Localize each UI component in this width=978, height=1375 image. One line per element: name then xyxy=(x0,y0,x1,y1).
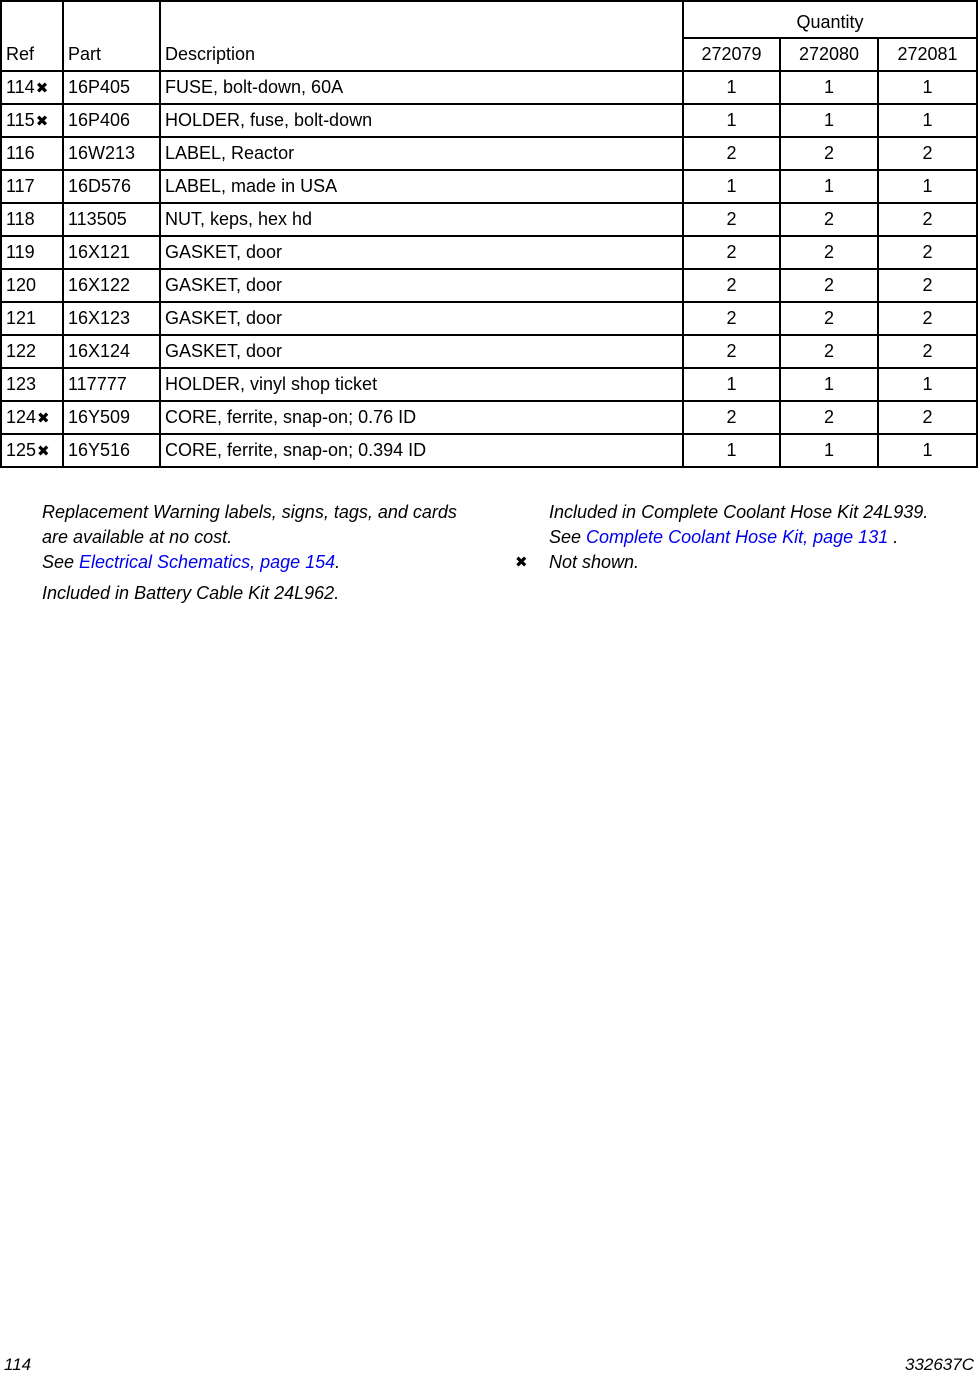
description-cell: HOLDER, fuse, bolt-down xyxy=(160,104,683,137)
page-number: 114 xyxy=(4,1355,32,1374)
ref-number: 120 xyxy=(6,275,37,295)
qty-272080-cell: 1 xyxy=(780,434,878,467)
ref-number: 125 xyxy=(6,440,37,460)
header-model-272081: 272081 xyxy=(878,38,977,71)
description-cell: FUSE, bolt-down, 60A xyxy=(160,71,683,104)
ref-number: 122 xyxy=(6,341,37,361)
ref-cell xyxy=(1,269,63,302)
qty-272079-cell: 1 xyxy=(683,434,780,467)
qty-272081-cell: 2 xyxy=(878,335,977,368)
qty-272079-cell: 1 xyxy=(683,71,780,104)
table-row xyxy=(1,302,977,335)
warning-labels-note: Replacement Warning labels, signs, tags, and cards are available at no cost. xyxy=(42,502,457,547)
qty-272079-cell: 2 xyxy=(683,269,780,302)
part-cell: 16D576 xyxy=(63,170,160,203)
qty-272080-cell: 1 xyxy=(780,170,878,203)
part-cell: 16X124 xyxy=(63,335,160,368)
ref-cell xyxy=(1,236,63,269)
battery-kit-note: Included in Battery Cable Kit 24L962. xyxy=(42,583,340,603)
part-cell: 16W213 xyxy=(63,137,160,170)
table-row xyxy=(1,170,977,203)
qty-272081-cell: 2 xyxy=(878,236,977,269)
ref-number: 123 xyxy=(6,374,37,394)
parts-table xyxy=(0,0,978,468)
table-row xyxy=(1,434,977,467)
qty-272080-cell: 2 xyxy=(780,269,878,302)
part-cell: 16Y509 xyxy=(63,401,160,434)
table-row xyxy=(1,368,977,401)
qty-272080-cell: 1 xyxy=(780,368,878,401)
part-cell: 16X123 xyxy=(63,302,160,335)
qty-272080-cell: 1 xyxy=(780,71,878,104)
qty-272079-cell: 2 xyxy=(683,137,780,170)
ref-cell xyxy=(1,335,63,368)
table-row xyxy=(1,104,977,137)
qty-272081-cell: 1 xyxy=(878,71,977,104)
coolant-see-note xyxy=(549,525,974,550)
ref-cell xyxy=(1,71,63,104)
description-cell: LABEL, Reactor xyxy=(160,137,683,170)
qty-272080-cell: 2 xyxy=(780,302,878,335)
qty-272080-cell: 1 xyxy=(780,104,878,137)
notes-right xyxy=(515,500,974,575)
qty-272081-cell: 1 xyxy=(878,104,977,137)
notes-left xyxy=(42,500,472,606)
qty-272081-cell: 2 xyxy=(878,203,977,236)
ref-number: 117 xyxy=(6,176,35,196)
ref-cell xyxy=(1,302,63,335)
part-cell: 117777 xyxy=(63,368,160,401)
not-shown-x-icon: ✖ xyxy=(35,113,49,130)
qty-272079-cell: 2 xyxy=(683,302,780,335)
ref-cell xyxy=(1,203,63,236)
see-suffix: . xyxy=(335,552,341,572)
qty-272080-cell: 2 xyxy=(780,137,878,170)
table-row xyxy=(1,203,977,236)
ref-cell xyxy=(1,434,63,467)
description-cell: CORE, ferrite, snap-on; 0.394 ID xyxy=(160,434,683,467)
part-cell: 16Y516 xyxy=(63,434,160,467)
header-description: Description xyxy=(160,1,683,71)
part-cell: 16P406 xyxy=(63,104,160,137)
not-shown-x-icon: ✖ xyxy=(37,443,50,460)
qty-272080-cell: 2 xyxy=(780,236,878,269)
table-row xyxy=(1,236,977,269)
qty-272080-cell: 2 xyxy=(780,335,878,368)
description-cell: HOLDER, vinyl shop ticket xyxy=(160,368,683,401)
table-row xyxy=(1,401,977,434)
description-cell: GASKET, door xyxy=(160,335,683,368)
header-ref: Ref xyxy=(1,1,63,71)
qty-272079-cell: 2 xyxy=(683,203,780,236)
not-shown-x-icon: ✖ xyxy=(515,554,528,571)
ref-cell xyxy=(1,170,63,203)
part-cell: 16P405 xyxy=(63,71,160,104)
schematics-note xyxy=(42,550,472,575)
header-model-272079: 272079 xyxy=(683,38,780,71)
ref-cell xyxy=(1,368,63,401)
not-shown-note xyxy=(515,550,974,575)
document-number: 332637C xyxy=(904,1355,974,1374)
qty-272081-cell: 1 xyxy=(878,434,977,467)
table-row xyxy=(1,335,977,368)
qty-272080-cell: 2 xyxy=(780,203,878,236)
ref-number: 119 xyxy=(6,242,35,262)
qty-272081-cell: 1 xyxy=(878,368,977,401)
table-row xyxy=(1,269,977,302)
qty-272079-cell: 1 xyxy=(683,104,780,137)
not-shown-text: Not shown. xyxy=(549,552,640,572)
ref-cell xyxy=(1,401,63,434)
description-cell: CORE, ferrite, snap-on; 0.76 ID xyxy=(160,401,683,434)
description-cell: LABEL, made in USA xyxy=(160,170,683,203)
qty-272081-cell: 2 xyxy=(878,269,977,302)
see-suffix: . xyxy=(888,527,899,547)
coolant-kit-note: Included in Complete Coolant Hose Kit 24L939. xyxy=(549,502,929,522)
part-cell: 16X121 xyxy=(63,236,160,269)
not-shown-x-icon: ✖ xyxy=(35,80,49,97)
qty-272079-cell: 2 xyxy=(683,335,780,368)
qty-272079-cell: 2 xyxy=(683,401,780,434)
ref-number: 114 xyxy=(6,77,35,97)
description-cell: NUT, keps, hex hd xyxy=(160,203,683,236)
part-cell: 16X122 xyxy=(63,269,160,302)
ref-cell xyxy=(1,104,63,137)
header-model-272080: 272080 xyxy=(780,38,878,71)
header-quantity: Quantity xyxy=(683,1,977,38)
qty-272081-cell: 2 xyxy=(878,302,977,335)
coolant-hose-kit-link[interactable]: Complete Coolant Hose Kit, page 131 xyxy=(586,527,889,547)
qty-272079-cell: 2 xyxy=(683,236,780,269)
table-row xyxy=(1,137,977,170)
qty-272081-cell: 1 xyxy=(878,170,977,203)
ref-number: 121 xyxy=(6,308,37,328)
ref-number: 116 xyxy=(6,143,35,163)
qty-272079-cell: 1 xyxy=(683,368,780,401)
description-cell: GASKET, door xyxy=(160,269,683,302)
description-cell: GASKET, door xyxy=(160,302,683,335)
parts-table-body xyxy=(1,71,977,467)
not-shown-x-icon: ✖ xyxy=(37,410,50,427)
see-prefix: See xyxy=(42,552,80,572)
part-cell: 113505 xyxy=(63,203,160,236)
qty-272081-cell: 2 xyxy=(878,401,977,434)
qty-272081-cell: 2 xyxy=(878,137,977,170)
description-cell: GASKET, door xyxy=(160,236,683,269)
ref-number: 115 xyxy=(6,110,35,130)
ref-number: 124 xyxy=(6,407,37,427)
header-part: Part xyxy=(63,1,160,71)
ref-number: 118 xyxy=(6,209,35,229)
see-prefix: See xyxy=(549,527,587,547)
ref-cell xyxy=(1,137,63,170)
qty-272080-cell: 2 xyxy=(780,401,878,434)
qty-272079-cell: 1 xyxy=(683,170,780,203)
table-row xyxy=(1,71,977,104)
electrical-schematics-link[interactable]: Electrical Schematics, page 154 xyxy=(79,552,336,572)
